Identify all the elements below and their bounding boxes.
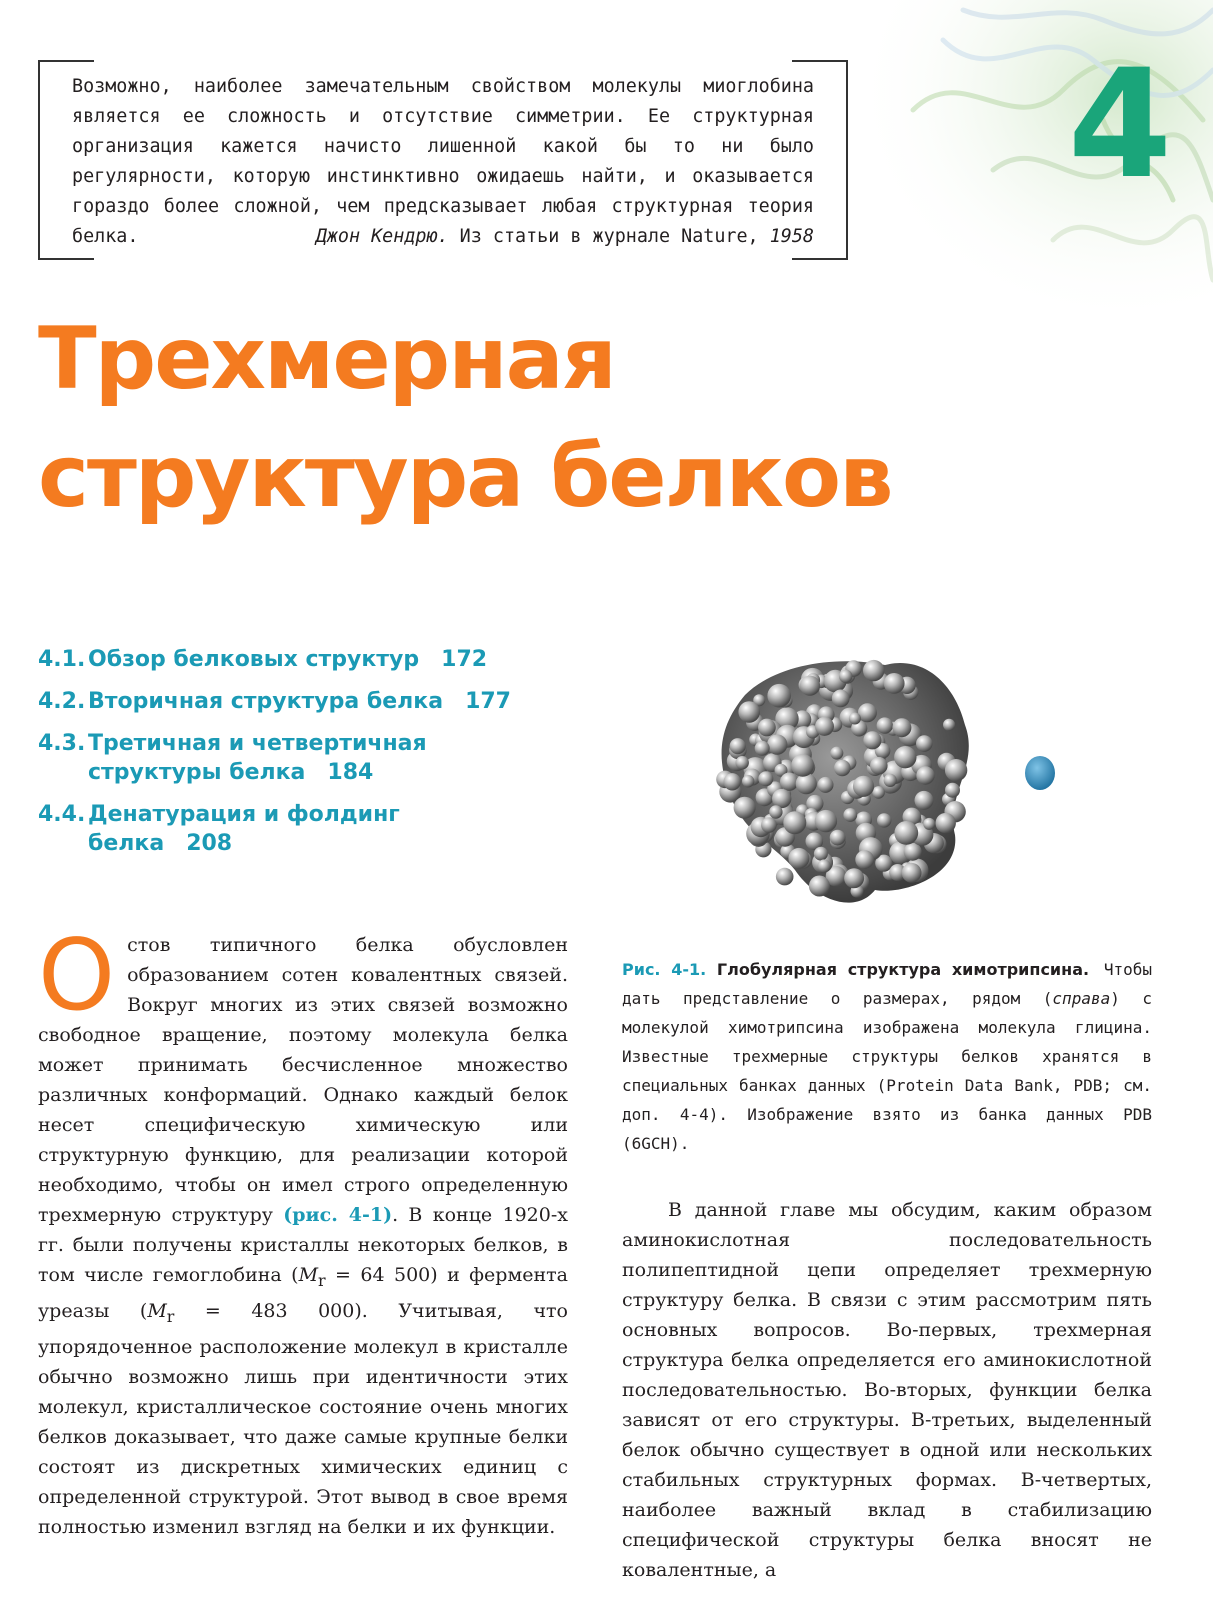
toc-item-label: Вторичная структура белка — [88, 689, 444, 714]
protein-atom — [818, 859, 831, 872]
molar-mass-subscript: r — [318, 1270, 326, 1290]
toc-item[interactable] — [38, 645, 598, 674]
toc-item-page: 184 — [327, 760, 374, 785]
molar-mass-symbol: M — [147, 1299, 167, 1322]
epigraph-year: 1958 — [769, 226, 814, 247]
protein-atom — [843, 808, 857, 822]
toc-item-number: 4.2. — [38, 689, 86, 714]
protein-atom — [915, 791, 934, 810]
chapter-title-line-1: Трехмерная — [38, 309, 615, 409]
epigraph-text: Возможно, наиболее замечательным свойством молекулы миоглобина является ее сложность и отсутствие симметрии. Ее структурная организация кажется начисто лишенной какой бы то ни было регулярности, которую инстинктивно ожидаешь найти, и оказывается гораздо более сложной, чем предсказывает любая структурная теория белка. — [72, 76, 814, 247]
toc-item-label: Третичная и четвертичная структуры белка — [88, 731, 427, 785]
protein-atom — [943, 719, 955, 731]
protein-atom — [814, 847, 828, 861]
protein-atom — [742, 775, 754, 787]
chapter-number: 4 — [1067, 38, 1173, 212]
protein-atom — [800, 676, 820, 696]
epigraph-author: Джон Кендрю. — [315, 226, 449, 247]
protein-atom — [830, 747, 843, 760]
protein-atom — [791, 754, 814, 777]
protein-atom — [767, 734, 787, 754]
protein-atom — [758, 719, 776, 737]
toc-item[interactable] — [38, 729, 468, 787]
epigraph-source: Из статьи в журнале Nature, — [448, 226, 770, 247]
protein-atom — [872, 786, 885, 799]
protein-atom — [738, 701, 760, 723]
protein-atom — [916, 735, 933, 752]
figure-caption — [622, 955, 1152, 1158]
protein-atom — [832, 690, 850, 708]
protein-atom — [796, 773, 817, 794]
protein-atom — [769, 805, 782, 818]
protein-atom — [916, 766, 934, 784]
figure-reference-link[interactable]: (рис. 4-1) — [283, 1204, 393, 1226]
protein-atom — [894, 746, 916, 768]
protein-atom — [815, 810, 837, 832]
toc-item-number: 4.3. — [38, 731, 86, 756]
protein-atom — [844, 868, 864, 888]
protein-atom — [788, 848, 809, 869]
chapter-title — [38, 300, 938, 536]
protein-atom — [818, 777, 834, 793]
protein-atom — [758, 771, 773, 786]
figure-caption-b: ) с молекулой химотрипсина изображена молекула глицина. Известные трехмерные структуры белков хранятся в специальных банках данных (Protein Data Bank, PDB; см. доп. 4-4). Изображение взято из банка данных PDB (6GCH). — [622, 989, 1152, 1153]
chapter-title-line-2: структура белков — [38, 427, 892, 527]
protein-atom — [870, 757, 888, 775]
paragraph-1-b: . В конце 1920-х гг. были получены кристаллы некоторых белков, в том числе гемоглобина ( — [38, 1204, 568, 1286]
chapter-contents — [38, 645, 598, 871]
toc-item-label: Обзор белковых структур — [88, 647, 420, 672]
figure-title: Глобулярная структура химотрипсина. — [706, 960, 1090, 979]
chymotrypsin-figure — [705, 645, 1095, 925]
protein-atom — [783, 811, 806, 834]
drop-cap: О — [38, 919, 116, 1033]
body-paragraph-1 — [38, 919, 568, 1542]
figure-caption-italic: справа — [1052, 989, 1111, 1008]
protein-atom — [755, 741, 770, 756]
protein-atom — [945, 759, 967, 781]
protein-atom — [736, 756, 749, 769]
paragraph-1-a: стов типичного белка обусловлен образованием сотен ковалентных связей. Вокруг многих из этих связей возможно свободное вращение, поэтому молекула белка может принимать бесчисленное множество различных конформаций. Однако каждый белок несет специфическую химическую или структурную функцию, для реализации которой необходимо, чтобы он имел строго определенную трехмерную структуру — [38, 934, 568, 1226]
epigraph-attribution — [316, 222, 814, 252]
protein-atom — [830, 830, 846, 846]
protein-atom — [884, 673, 905, 694]
protein-atom — [863, 660, 884, 681]
toc-item[interactable] — [38, 800, 428, 858]
protein-atom — [734, 797, 756, 819]
protein-atom — [839, 670, 852, 683]
protein-atom — [894, 821, 918, 845]
protein-atom — [724, 773, 741, 790]
body-paragraph-2: В данной главе мы обсудим, каким образом аминокислотная последовательность полипептидной цепи определяет трехмерную структуру белка. В связи с этим рассмотрим пять основных вопросов. Во-первых, трехмерная структура белка определяется его аминокислотной последовательностью. Во-вторых, функции белка зависят от его структуры. В-третьих, выделенный белок обычно существует в одной или нескольких стабильных структурных формах. В-четвертых, наиболее важный вклад в стабилизацию специфической структуры белка вносят не ковалентные, а — [622, 1199, 1152, 1581]
protein-atom — [902, 863, 922, 883]
protein-atom — [892, 718, 911, 737]
toc-item-page: 172 — [441, 647, 488, 672]
protein-atom — [767, 684, 791, 708]
protein-atom — [884, 774, 897, 787]
protein-atom — [730, 738, 746, 754]
toc-item[interactable] — [38, 687, 598, 716]
glycine-molecule — [1025, 756, 1055, 790]
protein-atom — [776, 868, 794, 886]
protein-atom — [923, 818, 935, 830]
figure-caption-a: Чтобы дать представление о размерах, рядом ( — [622, 960, 1153, 1008]
epigraph — [38, 60, 848, 260]
toc-item-label: Денатурация и фолдинг белка — [88, 802, 400, 856]
molar-mass-subscript: r — [166, 1306, 175, 1326]
toc-item-page: 208 — [186, 831, 233, 856]
protein-atom — [936, 813, 956, 833]
protein-atom — [877, 717, 893, 733]
protein-atom — [815, 717, 834, 736]
toc-item-number: 4.1. — [38, 647, 86, 672]
figure-label: Рис. 4-1. — [622, 960, 707, 979]
protein-atom — [780, 773, 798, 791]
paragraph-1-c: = 64 500) и фермента уреазы ( — [38, 1264, 568, 1322]
protein-atom — [855, 850, 874, 869]
toc-item-number: 4.4. — [38, 802, 86, 827]
toc-item-page: 177 — [465, 689, 511, 714]
protein-atom — [834, 760, 851, 777]
protein-atom — [945, 783, 960, 798]
protein-atom — [863, 731, 881, 749]
protein-atom — [761, 817, 777, 833]
molar-mass-symbol: M — [298, 1264, 319, 1286]
protein-atom — [853, 776, 874, 797]
protein-atom — [877, 813, 891, 827]
protein-atom — [849, 713, 861, 725]
paragraph-1-d: = 483 000). Учитывая, что упорядоченное расположение молекул в кристалле обычно возможно лишь при идентичности этих молекул, кристаллическое состояние очень многих белков доказывает, что даже самые крупные белки состоят из дискретных химических единиц с определенной структурой. Этот вывод в свое время полностью изменил взгляд на белки и их функции. — [38, 1299, 568, 1538]
protein-atom — [809, 876, 830, 897]
